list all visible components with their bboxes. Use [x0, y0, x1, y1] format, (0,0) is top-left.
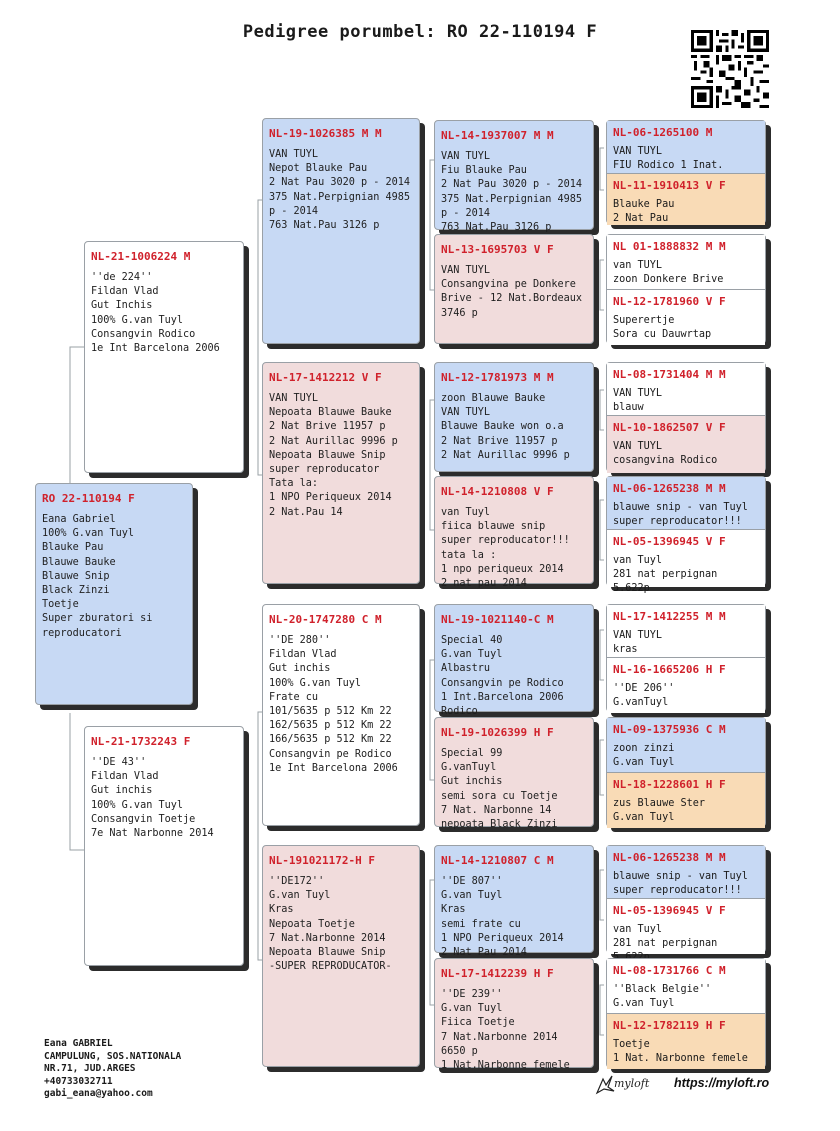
owner-phone: +40733032711 — [44, 1075, 113, 1087]
ancestor-entry[interactable] — [607, 605, 765, 657]
ring-number: NL-05-1396945 V F — [613, 904, 726, 917]
pigeon-details: blauwe snip - van Tuyl super reproducator!!! — [613, 502, 748, 528]
ancestor-entry[interactable] — [607, 363, 765, 415]
pigeon-details: ''DE 239'' G.van Tuyl Fiica Toetje 7 Nat.Narbonne 2014 6650 p 1 Nat.Narbonne femele — [441, 989, 570, 1072]
ring-number: NL-06-1265100 M — [613, 126, 713, 139]
ancestor-entry[interactable] — [607, 657, 765, 713]
ancestor-entry[interactable] — [607, 529, 765, 595]
pigeon-details: van TUYL zoon Donkere Brive — [613, 260, 724, 286]
ring-number: NL-12-1781973 M M — [441, 371, 554, 384]
pigeon-details: Superertje Sora cu Dauwrtap — [613, 315, 712, 341]
ring-number: NL-19-1026399 H F — [441, 726, 554, 739]
ring-number: NL-13-1695703 V F — [441, 243, 554, 256]
pigeon-details: VAN TUYL Fiu Blauke Pau 2 Nat Pau 3020 p - 2014 375 Nat.Perpignian 4985 p - 2014 763 Nat.Pau 3126 p — [441, 151, 583, 234]
owner-address: CAMPULUNG, SOS.NATIONALA — [44, 1050, 182, 1062]
ancestor-pair-card — [606, 845, 766, 953]
great-grandparent-card[interactable] — [434, 958, 594, 1072]
pigeon-details: van Tuyl 281 nat perpignan 5.622p — [613, 555, 718, 595]
grandparent-card[interactable] — [262, 604, 420, 826]
great-grandparent-card[interactable] — [434, 362, 594, 472]
pigeon-details: VAN TUYL Nepot Blauke Pau 2 Nat Pau 3020 p - 2014 375 Nat.Perpignian 4985 p - 2014 763 Nat.Pau 3126 p — [269, 149, 411, 232]
dam-card[interactable] — [84, 726, 244, 966]
ring-number: NL-14-1937007 M M — [441, 129, 554, 142]
great-grandparent-card[interactable] — [434, 717, 594, 831]
ring-number: NL-19-1021140-C M — [441, 613, 554, 626]
ring-number: NL-10-1862507 V F — [613, 421, 726, 434]
pigeon-details: van Tuyl 281 nat perpignan — [613, 924, 718, 950]
ring-number: NL-17-1412239 H F — [441, 967, 554, 980]
pigeon-details: blauwe snip - van Tuyl super reproducator!!! — [613, 871, 748, 897]
pigeon-details: van Tuyl fiica blauwe snip super reproducator!!! tata la : 1 npo periqueux 2014 2 nat pau 2014 — [441, 507, 570, 590]
ancestor-entry[interactable] — [607, 898, 765, 954]
pigeon-details: zoon zinzi G.van Tuyl — [613, 743, 675, 769]
ring-number: NL-191021172-H F — [269, 854, 375, 867]
ring-number: NL-08-1731766 C M — [613, 964, 726, 977]
ancestor-entry[interactable] — [607, 959, 765, 1013]
pigeon-details: ''de 224'' Fildan Vlad Gut Inchis 100% G.van Tuyl Consangvin Rodico 1e Int Barcelona 2006 — [91, 272, 220, 355]
ring-number: NL-14-1210808 V F — [441, 485, 554, 498]
grandparent-card[interactable] — [262, 118, 420, 344]
ancestor-entry[interactable] — [607, 1013, 765, 1069]
brand-url-link[interactable]: https://myloft.ro — [674, 1076, 770, 1090]
pigeon-details: ''DE 206'' G.vanTuyl — [613, 683, 675, 709]
ring-number: NL-12-1782119 H F — [613, 1019, 726, 1032]
ring-number: NL-18-1228601 H F — [613, 778, 726, 791]
pigeon-details: Special 99 G.vanTuyl Gut inchis semi sora cu Toetje 7 Nat. Narbonne 14 nepoata Black Zinzi — [441, 748, 558, 831]
ring-number: NL-06-1265238 M M — [613, 851, 726, 864]
pigeon-details: zus Blauwe Ster G.van Tuyl — [613, 798, 706, 824]
pigeon-details: zoon Blauwe Bauke VAN TUYL Blauwe Bauke won o.a 2 Nat Brive 11957 p 2 Nat Aurillac 9996 p — [441, 393, 570, 461]
ancestor-pair-card — [606, 476, 766, 595]
ancestor-entry[interactable] — [607, 846, 765, 898]
ring-number: NL 01-1888832 M M — [613, 240, 726, 253]
ring-number: NL-05-1396945 V F — [613, 535, 726, 548]
pigeon-details: VAN TUYL blauw — [613, 388, 663, 414]
pigeon-details: ''DE172'' G.van Tuyl Kras Nepoata Toetje 7 Nat.Narbonne 2014 Nepoata Blauwe Snip -SUPER REPRODUCATOR- — [269, 876, 392, 973]
great-grandparent-card[interactable] — [434, 234, 594, 344]
subject-pigeon-card[interactable] — [35, 483, 193, 705]
ancestor-entry[interactable] — [607, 173, 765, 225]
ancestor-entry[interactable] — [607, 121, 765, 173]
owner-address: NR.71, JUD.ARGES — [44, 1063, 136, 1074]
ring-number: NL-14-1210807 C M — [441, 854, 554, 867]
ring-number: NL-11-1910413 V F — [613, 179, 726, 192]
pigeon-details: VAN TUYL FIU Rodico 1 Inat. — [613, 146, 724, 172]
ring-number: NL-17-1412212 V F — [269, 371, 382, 384]
ring-number: NL-20-1747280 C M — [269, 613, 382, 626]
owner-email[interactable]: gabi_eana@yahoo.com — [44, 1088, 153, 1099]
ancestor-pair-card — [606, 717, 766, 827]
grandparent-card[interactable] — [262, 362, 420, 584]
pigeon-details: ''DE 280'' Fildan Vlad Gut inchis 100% G.van Tuyl Frate cu 101/5635 p 512 Km 22 162/5635 p 512 Km 22 166/5635 p 512 Km 22 Consangvin pe Rodico 1e Int Barcelona 2006 — [269, 635, 398, 774]
pigeon-details: ''DE 43'' Fildan Vlad Gut inchis 100% G.van Tuyl Consangvin Toetje 7e Nat Narbonne 2014 — [91, 757, 214, 840]
ancestor-entry[interactable] — [607, 289, 765, 345]
owner-contact — [44, 1038, 181, 1101]
pigeon-details: VAN TUYL kras — [613, 630, 663, 656]
ring-number: NL-09-1375936 C M — [613, 723, 726, 736]
pigeon-details: VAN TUYL cosangvina Rodico — [613, 441, 718, 467]
pigeon-details: Toetje 1 Nat. Narbonne femele — [613, 1039, 748, 1065]
ancestor-entry[interactable] — [607, 477, 765, 529]
sire-card[interactable] — [84, 241, 244, 473]
ancestor-pair-card — [606, 604, 766, 712]
ancestor-entry[interactable] — [607, 235, 765, 289]
brand-logo: myloft — [614, 1077, 650, 1090]
page-title: Pedigree porumbel: RO 22-110194 F — [242, 22, 598, 42]
pigeon-details: VAN TUYL Consangvina pe Donkere Brive - 12 Nat.Bordeaux 3746 p — [441, 265, 583, 319]
great-grandparent-card[interactable] — [434, 604, 594, 718]
great-grandparent-card[interactable] — [434, 845, 594, 959]
ancestor-pair-card — [606, 120, 766, 224]
great-grandparent-card[interactable] — [434, 476, 594, 590]
ring-number: NL-21-1006224 M — [91, 250, 191, 263]
pigeon-details: ''Black Belgie'' G.van Tuyl — [613, 984, 712, 1010]
ancestor-pair-card — [606, 958, 766, 1068]
ancestor-pair-card — [606, 362, 766, 472]
ancestor-entry[interactable] — [607, 415, 765, 473]
grandparent-card[interactable] — [262, 845, 420, 1067]
ancestor-entry[interactable] — [607, 772, 765, 828]
pigeon-details: Eana Gabriel 100% G.van Tuyl Blauke Pau Blauwe Bauke Blauwe Snip Black Zinzi Toetje Super zburatori si reproducatori — [42, 514, 153, 639]
ring-number: NL-17-1412255 M M — [613, 610, 726, 623]
pigeon-details: Blauke Pau 2 Nat Pau — [613, 199, 675, 225]
owner-name: Eana GABRIEL — [44, 1038, 113, 1049]
ring-number: NL-12-1781960 V F — [613, 295, 726, 308]
pigeon-details: VAN TUYL Nepoata Blauwe Bauke 2 Nat Brive 11957 p 2 Nat Aurillac 9996 p Nepoata Blauwe Snip super reproducator Tata la: 1 NPO Periqueux 2014 2 Nat.Pau 14 — [269, 393, 398, 518]
ring-number: NL-21-1732243 F — [91, 735, 191, 748]
ancestor-pair-card — [606, 234, 766, 344]
pigeon-details: Special 40 G.van Tuyl Albastru Consangvin pe Rodico 1 Int.Barcelona 2006 Rodico — [441, 635, 564, 718]
ancestor-entry[interactable] — [607, 718, 765, 772]
brand-footer — [594, 1073, 774, 1099]
ring-number: NL-16-1665206 H F — [613, 663, 726, 676]
pigeon-logo-icon — [594, 1073, 616, 1097]
ring-number: NL-06-1265238 M M — [613, 482, 726, 495]
ring-number: RO 22-110194 F — [42, 492, 135, 505]
pigeon-details: ''DE 807'' G.van Tuyl Kras semi frate cu 1 NPO Periqueux 2014 2 Nat Pau 2014 — [441, 876, 564, 959]
ring-number: NL-19-1026385 M M — [269, 127, 382, 140]
great-grandparent-card[interactable] — [434, 120, 594, 234]
ring-number: NL-08-1731404 M M — [613, 368, 726, 381]
